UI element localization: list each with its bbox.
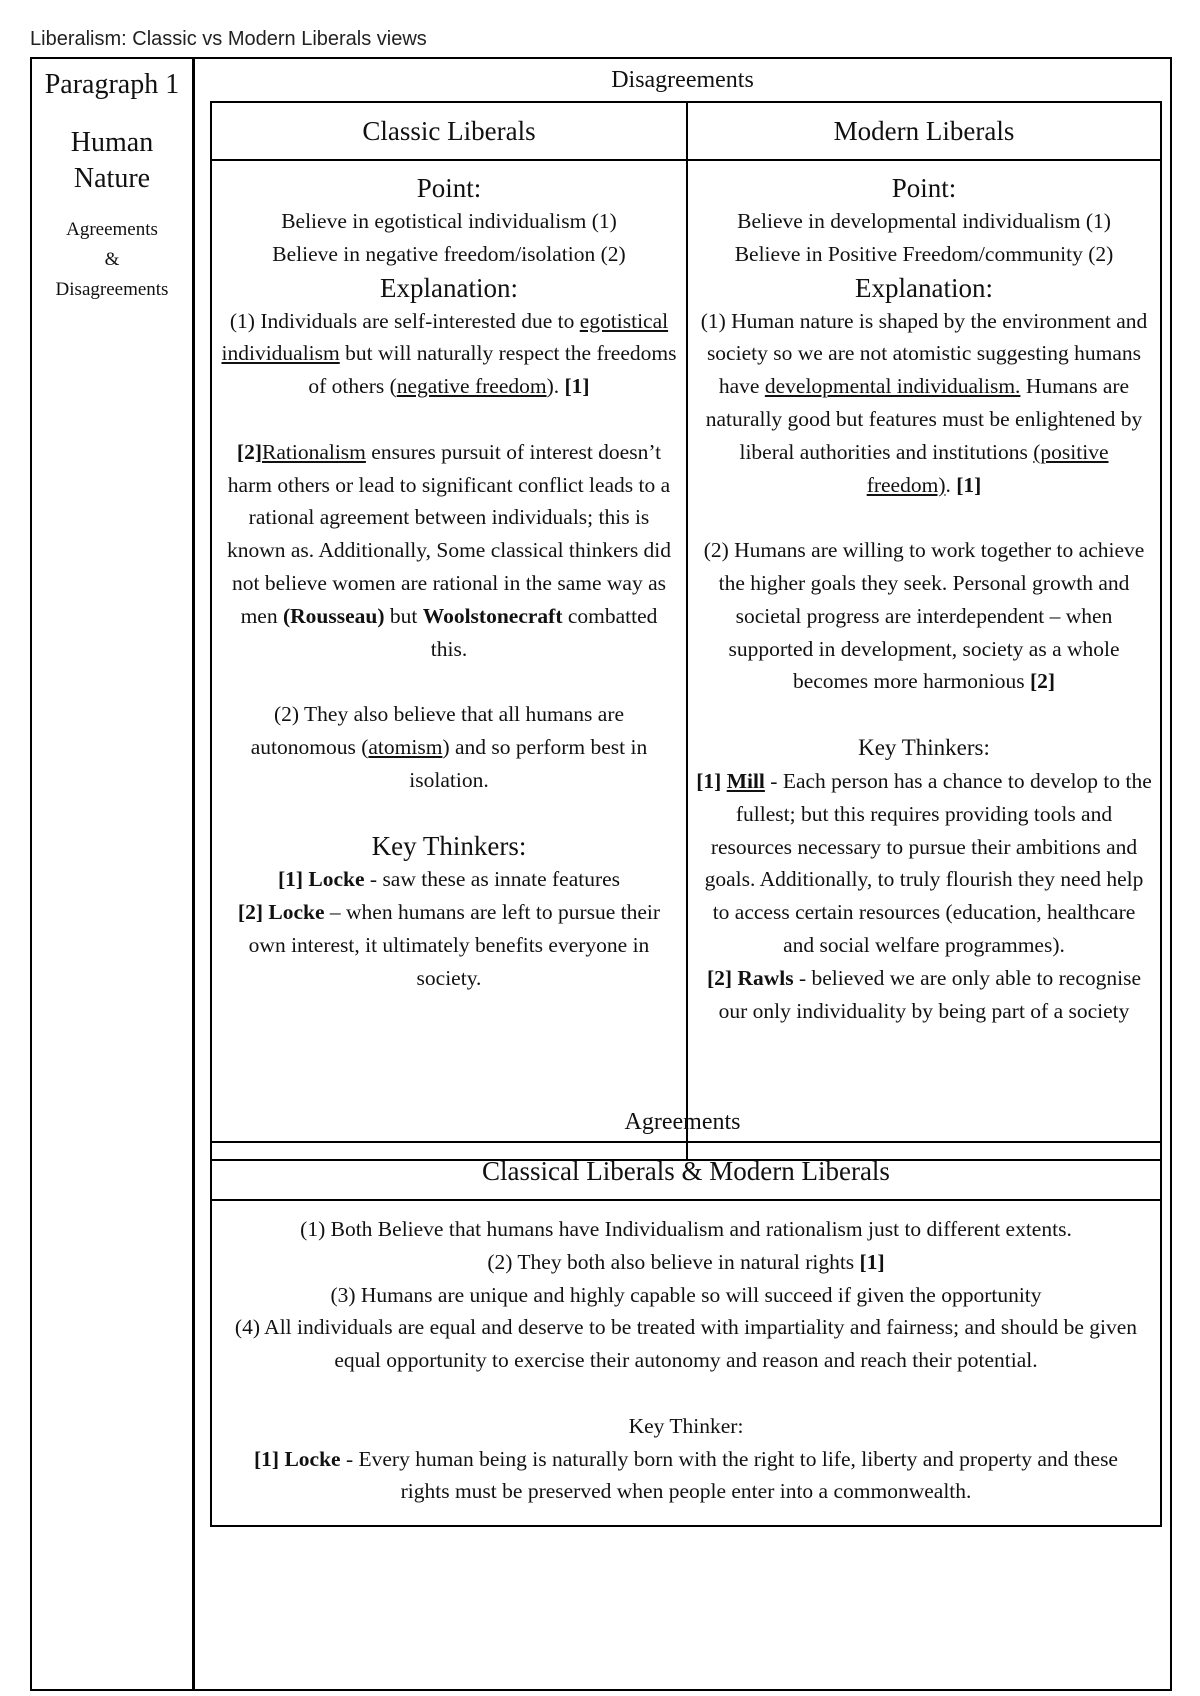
modern-explanation-2: (2) Humans are willing to work together to achieve the higher goals they seek. Personal growth and societal progress are interdependent – when supported in development, society as a whole becomes more harmonious [2] <box>703 538 1145 694</box>
modern-thinker-1: [1] Mill - Each person has a chance to develop to the fullest; but this requires providing tools and resources necessary to pursue their ambitions and goals. Additionally, to truly flourish they need help to access certain resources (education, healthcare and social welfare programmes). <box>696 768 1152 957</box>
modern-heading: Modern Liberals <box>688 103 1160 161</box>
classic-heading: Classic Liberals <box>212 103 688 161</box>
document-header: Liberalism: Classic vs Modern Liberals views <box>30 28 427 50</box>
left-column <box>32 59 195 1689</box>
sub-line-2: & <box>104 249 120 270</box>
classic-explanation-1: (1) Individuals are self-interested due to egotistical individualism but will naturally respect the freedoms of others (negative freedom). [1] <box>221 308 677 399</box>
classic-explanation-label: Explanation: <box>380 272 518 303</box>
classic-thinker-1: [1] Locke - saw these as innate features <box>277 867 621 892</box>
classic-point-2: Believe in negative freedom/isolation (2) <box>272 241 626 266</box>
modern-cell <box>688 161 1160 1159</box>
classic-point-1: Believe in egotistical individualism (1) <box>281 209 617 233</box>
classic-thinkers-label: Key Thinkers: <box>371 831 527 862</box>
classic-explanation-2: [2]Rationalism ensures pursuit of interest doesn’t harm others or lead to significant conflict leads to a rational agreement between individuals; this is known as. Additionally, Some classical thinkers did not believe women are rational in the same way as men (Rousseau) but Woolstonecraft combatted this. <box>226 439 672 661</box>
classic-point-label: Point: <box>416 173 482 203</box>
modern-thinkers-label: Key Thinkers: <box>858 734 990 760</box>
classic-cell <box>212 161 688 1159</box>
agreement-3: (3) Humans are unique and highly capable so will succeed if given the opportunity <box>330 1282 1042 1307</box>
modern-point-label: Point: <box>891 173 957 203</box>
sub-line-1: Agreements <box>66 219 158 240</box>
disagreements-box <box>210 101 1162 1161</box>
topic-label <box>32 125 192 197</box>
agreement-2: (2) They both also believe in natural rights [1] <box>487 1249 885 1274</box>
agreements-title: Agreements <box>624 1109 741 1135</box>
agreement-1: (1) Both Believe that humans have Individualism and rationalism just to different extents. <box>300 1217 1072 1241</box>
modern-explanation-label: Explanation: <box>855 272 993 303</box>
modern-point-2: Believe in Positive Freedom/community (2) <box>734 241 1114 266</box>
agreements-box <box>210 1141 1162 1527</box>
comparison-table <box>30 57 1172 1691</box>
disagreements-title: Disagreements <box>611 67 754 93</box>
classic-thinker-2: [2] Locke – when humans are left to pursue their own interest, it ultimately benefits everyone in society. <box>237 900 661 990</box>
agreements-thinker-label: Key Thinker: <box>628 1413 744 1438</box>
paragraph-label: Paragraph 1 <box>44 69 180 100</box>
agreements-heading: Classical Liberals & Modern Liberals <box>212 1143 1160 1201</box>
modern-thinker-2: [2] Rawls - believed we are only able to recognise our only individuality by being part of a society <box>706 965 1142 1023</box>
topic-line-1: Human <box>70 127 154 158</box>
sub-line-3: Disagreements <box>55 279 169 300</box>
modern-point-1: Believe in developmental individualism (1) <box>737 209 1111 233</box>
section-sub-label <box>32 215 192 305</box>
classic-explanation-3: (2) They also believe that all humans are autonomous (atomism) and so perform best in isolation. <box>250 702 648 792</box>
agreements-body <box>212 1201 1160 1525</box>
agreement-4: (4) All individuals are equal and deserve to be treated with impartiality and fairness; and should be given equal opportunity to exercise their autonomy and reason and reach their potential. <box>234 1315 1138 1373</box>
modern-explanation-1: (1) Human nature is shaped by the environment and society so we are not atomistic suggesting humans have developmental individualism. Humans are naturally good but features must be enlightened by liberal authorities and institutions (positive freedom). [1] <box>700 308 1148 497</box>
topic-line-2: Nature <box>73 163 151 194</box>
agreements-thinker-1: [1] Locke - Every human being is naturally born with the right to life, liberty and property and these rights must be preserved when people enter into a commonwealth. <box>254 1446 1118 1504</box>
